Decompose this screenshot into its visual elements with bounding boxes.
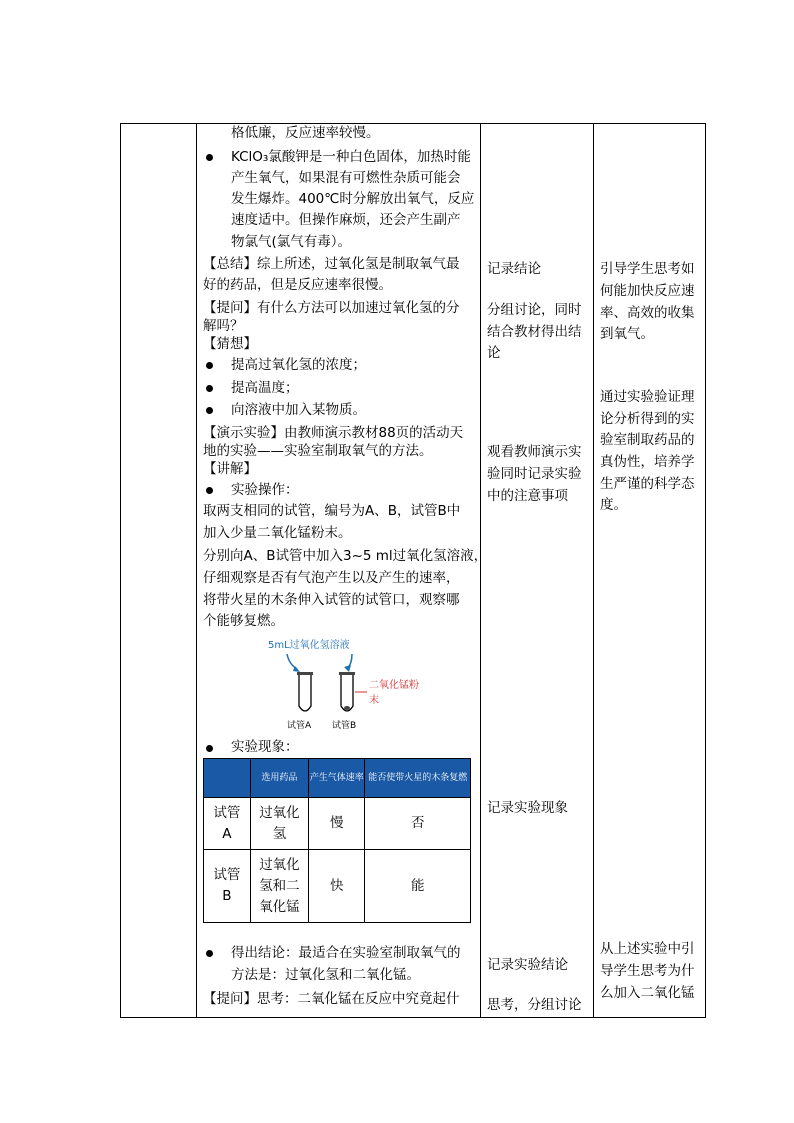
table-cell: 快 (309, 850, 365, 923)
observation-heading: 实验现象： (231, 739, 299, 755)
table-cell: 否 (365, 798, 471, 850)
solution-label: 5mL过氧化氢溶液 (268, 640, 350, 651)
design-intent-line: 通过实验验证理 (600, 389, 695, 405)
question-line: 解吗？ (203, 318, 244, 334)
text-line: 速度适中。但操作麻烦，还会产生副产 (231, 212, 461, 228)
table-row (204, 850, 471, 923)
design-intent-line: 度。 (600, 497, 627, 513)
table-cell: 试管B (204, 850, 251, 923)
student-activity-line: 分组讨论，同时 (487, 302, 582, 318)
student-activity-line: 思考，分组讨论 (487, 997, 582, 1013)
guess-item: 提高温度； (231, 380, 299, 396)
text-line: KClO₃氯酸钾是一种白色固体，加热时能 (231, 149, 471, 165)
table-header-cell (204, 759, 251, 798)
operation-line: 仔细观察是否有气泡产生以及产生的速率， (203, 570, 460, 586)
tube-a-label: 试管A (287, 721, 312, 731)
student-activity-column (481, 124, 593, 1017)
table-header-row (204, 759, 471, 798)
student-activity-line: 记录实验现象 (487, 800, 568, 816)
table-cell: 过氧化氢和二氧化锰 (250, 850, 308, 923)
student-activity-line: 观看教师演示实 (487, 444, 582, 460)
main-content-column (197, 124, 488, 1017)
design-intent-line: 生严谨的科学态 (600, 476, 695, 492)
bullet-icon (206, 487, 213, 494)
design-intent-line: 真伪性，培养学 (600, 454, 695, 470)
summary-line: 好的药品，但是反应速率很慢。 (203, 277, 392, 293)
design-intent-line: 从上述实验中引 (600, 941, 695, 957)
text-line: 物氯气(氯气有毒）。 (231, 234, 352, 250)
bullet-icon (206, 407, 213, 414)
design-intent-line: 引导学生思考如 (600, 261, 695, 277)
text-line: 产生氧气，如果混有可燃性杂质可能会 (231, 170, 461, 186)
table-cell: 能 (365, 850, 471, 923)
design-intent-line: 验室制取药品的 (600, 432, 695, 448)
guess-item: 提高过氧化氢的浓度； (231, 357, 366, 373)
operation-line: 取两支相同的试管，编号为A、B，试管B中 (203, 503, 461, 519)
design-intent-line: 导学生思考为什 (600, 963, 695, 979)
demo-line: 【演示实验】由教师演示教材88页的活动天 (203, 425, 464, 441)
powder-label: 二氧化锰粉末 (369, 680, 419, 706)
experiment-figure (257, 634, 427, 734)
operation-line: 加入少量二氧化锰粉末。 (203, 525, 352, 541)
guess-item: 向溶液中加入某物质。 (231, 402, 366, 418)
bullet-icon (206, 362, 213, 369)
student-activity-line: 结合教材得出结 (487, 324, 582, 340)
conclusion-line: 得出结论：最适合在实验室制取氧气的 (231, 945, 461, 961)
demo-line: 地的实验——实验室制取氧气的方法。 (203, 443, 433, 459)
design-intent-line: 率、高效的收集 (600, 305, 695, 321)
operation-line: 分别向A、B试管中加入3~5 ml过氧化氢溶液， (203, 548, 488, 564)
lesson-plan-table (120, 123, 706, 1018)
tube-b-label: 试管B (332, 721, 357, 731)
student-activity-line: 论 (487, 345, 501, 361)
bullet-icon (206, 154, 213, 161)
bullet-icon (206, 385, 213, 392)
design-intent-column (594, 124, 706, 1017)
table-cell: 试管A (204, 798, 251, 850)
student-activity-line: 记录结论 (487, 261, 541, 277)
operation-heading: 实验操作： (231, 482, 299, 498)
design-intent-line: 到氧气。 (600, 326, 654, 342)
table-row (204, 798, 471, 850)
summary-line: 【总结】综上所述，过氧化氢是制取氧气最 (203, 256, 460, 272)
operation-line: 个能够复燃。 (203, 613, 284, 629)
observation-table (203, 758, 471, 923)
design-intent-line: 何能加快反应速 (600, 283, 695, 299)
conclusion-line: 方法是：过氧化氢和二氧化锰。 (231, 967, 420, 983)
table-cell: 慢 (309, 798, 365, 850)
table-header-cell: 能否使带火星的木条复燃 (365, 759, 471, 798)
table-cell: 过氧化氢 (250, 798, 308, 850)
student-activity-line: 中的注意事项 (487, 488, 568, 504)
question-line: 【提问】有什么方法可以加速过氧化氢的分 (203, 300, 460, 316)
text-line: 发生爆炸。400℃时分解放出氧气，反应 (231, 191, 475, 207)
question-line: 【提问】思考：二氧化锰在反应中究竟起什 (203, 991, 460, 1007)
student-activity-line: 验同时记录实验 (487, 466, 582, 482)
design-intent-line: 么加入二氧化锰 (600, 985, 695, 1001)
text-line: 格低廉，反应速率较慢。 (231, 125, 380, 141)
table-header-cell: 选用药品 (250, 759, 308, 798)
guess-heading: 【猜想】 (203, 336, 257, 352)
table-header-cell: 产生气体速率 (309, 759, 365, 798)
design-intent-line: 论分析得到的实 (600, 411, 695, 427)
bullet-icon (206, 745, 213, 752)
bullet-icon (206, 950, 213, 957)
explain-heading: 【讲解】 (203, 461, 257, 477)
operation-line: 将带火星的木条伸入试管的试管口，观察哪 (203, 592, 460, 608)
student-activity-line: 记录实验结论 (487, 957, 568, 973)
